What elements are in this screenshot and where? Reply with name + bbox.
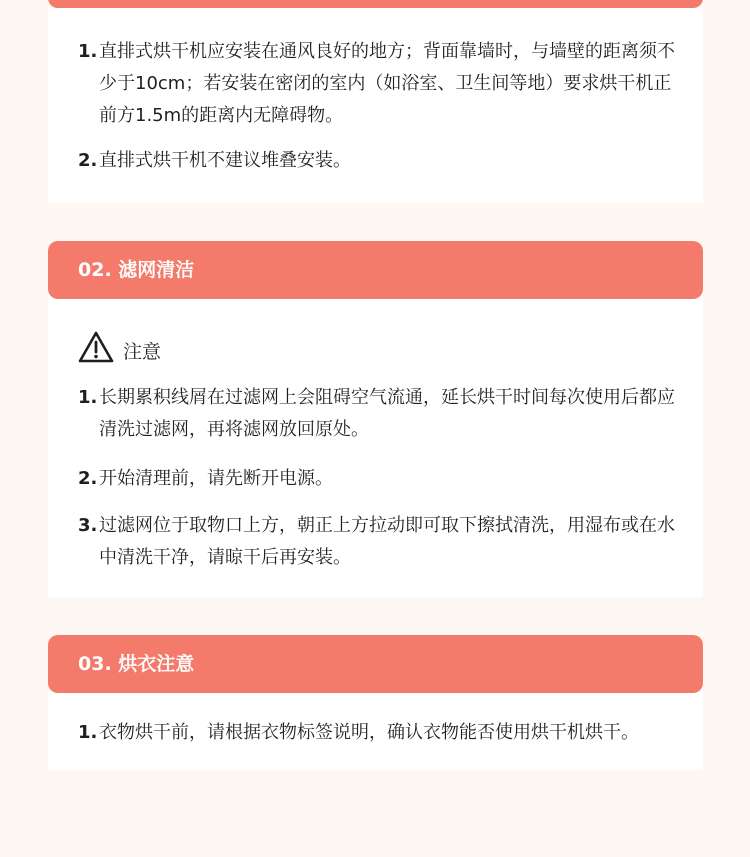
item-number: 2. bbox=[78, 150, 98, 171]
item-text: 长期累积线屑在过滤网上会阻碍空气流通，延长烘干时间每次使用后都应清洗过滤网，再将滤网放回原处。 bbox=[99, 387, 675, 440]
section3-header: 03. 烘衣注意 bbox=[48, 635, 703, 693]
item-number: 1. bbox=[78, 41, 98, 62]
section1-header-bar bbox=[48, 0, 703, 8]
warning-icon bbox=[77, 330, 115, 364]
item-text: 过滤网位于取物口上方，朝正上方拉动即可取下擦拭清洗，用湿布或在水中清洗干净，请晾干后再安装。 bbox=[99, 515, 675, 568]
section2-item-1 bbox=[78, 382, 678, 446]
section2-item-2 bbox=[78, 463, 678, 495]
section1-item-1 bbox=[78, 36, 678, 132]
section1-item-2 bbox=[78, 145, 678, 177]
item-number: 1. bbox=[78, 387, 98, 408]
item-text: 开始清理前，请先断开电源。 bbox=[99, 468, 333, 489]
item-text: 衣物烘干前，请根据衣物标签说明，确认衣物能否使用烘干机烘干。 bbox=[99, 722, 639, 743]
item-number: 3. bbox=[78, 515, 98, 536]
notice-label: 注意 bbox=[123, 340, 162, 363]
notice-row bbox=[77, 327, 161, 367]
item-text: 直排式烘干机不建议堆叠安装。 bbox=[99, 150, 351, 171]
item-number: 1. bbox=[78, 722, 98, 743]
section3-item-1 bbox=[78, 717, 678, 749]
item-text: 直排式烘干机应安装在通风良好的地方；背面靠墙时，与墙壁的距离须不少于10cm；若安装在密闭的室内（如浴室、卫生间等地）要求烘干机正前方1.5m的距离内无障碍物。 bbox=[99, 41, 675, 126]
section2-item-3 bbox=[78, 510, 678, 574]
section2-header: 02. 滤网清洁 bbox=[48, 241, 703, 299]
item-number: 2. bbox=[78, 468, 98, 489]
